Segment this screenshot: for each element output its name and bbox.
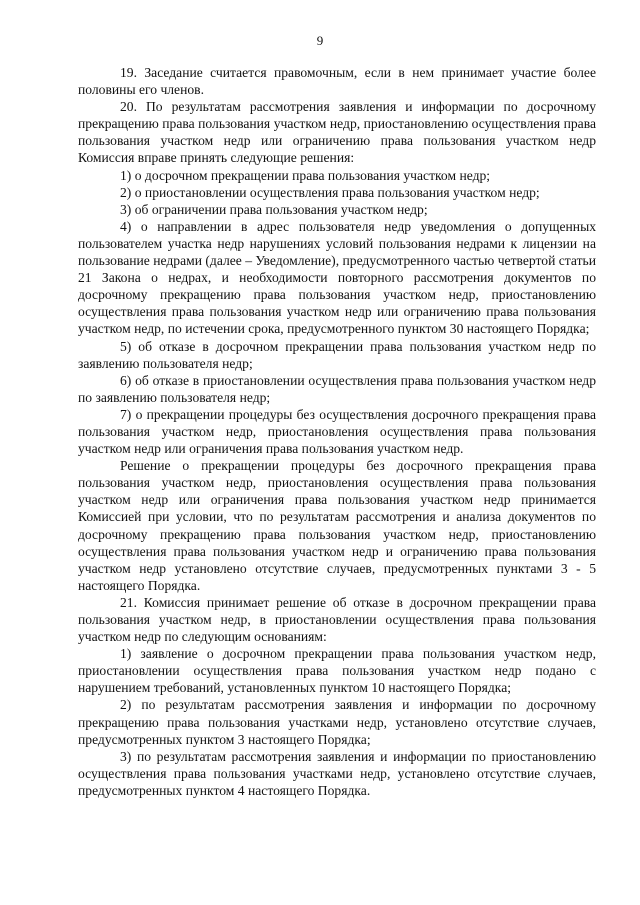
page-number: 9 [316, 33, 324, 48]
paragraph-20: 20. По результатам рассмотрения заявления и информации по досрочному прекращению права пользования участком недр, приостановлению осуществления права пользования участком недр или ограничению права пользования участком недр Комиссия вправе принять следующие решения: [78, 99, 596, 166]
list-item-21-1: 1) заявление о досрочном прекращении права пользования участком недр, приостановлении осуществления права пользования участком недр подано с нарушением требований, установленных пунктом 10 настоящего Порядка; [78, 646, 596, 696]
list-item-21-2: 2) по результатам рассмотрения заявления и информации по досрочному прекращению права пользования участками недр, установлено отсутствие случаев, предусмотренных пунктом 3 настоящего Порядка; [78, 697, 596, 747]
list-item-20-6: 6) об отказе в приостановлении осуществления права пользования участком недр по заявлению пользователя недр; [78, 372, 596, 405]
list-item-20-2: 2) о приостановлении осуществления права пользования участком недр; [120, 184, 540, 200]
list-item-20-4: 4) о направлении в адрес пользователя недр уведомления о допущенных пользователем участка недр нарушениях условий пользования недрами к лицензии на пользование недрами (далее – Уведомление), предусмотренного частью четвертой статьи 21 Закона о недрах, и необходимости повторного рассмотрения документов по досрочному прекращению права пользования участком недр, приостановлению осуществления права пользования участком недр или ограничению права пользования участком недр, по истечении срока, предусмотренного пунктом 30 настоящего Порядка; [78, 218, 596, 337]
paragraph-21: 21. Комиссия принимает решение об отказе в досрочном прекращении права пользования участком недр, в приостановлении осуществления права пользования участком недр по следующим основаниям: [78, 594, 596, 645]
list-item-20-5: 5) об отказе в досрочном прекращении права пользования участком недр по заявлению пользователя недр; [78, 338, 596, 371]
list-item-20-3: 3) об ограничении права пользования участком недр; [120, 201, 428, 217]
list-item-20-7: 7) о прекращении процедуры без осуществления досрочного прекращения права пользования участком недр, приостановления осуществления права пользования участком недр или ограничения права пользования участком недр. [78, 406, 596, 457]
paragraph-decision-conditions: Решение о прекращении процедуры без досрочного прекращения права пользования участком недр, приостановления осуществления права пользования участком недр или ограничения права пользования участком недр принимается Комиссией при условии, что по результатам рассмотрения и анализа документов по досрочному прекращению права пользования участком недр, приостановлению осуществления права пользования участком недр и ограничению права пользования участком недр установлено отсутствие случаев, предусмотренных пунктами 3 - 5 настоящего Порядка. [78, 458, 596, 593]
document-body [78, 64, 596, 799]
paragraph-19: 19. Заседание считается правомочным, если в нем принимает участие более половины его членов. [78, 65, 596, 98]
list-item-20-1: 1) о досрочном прекращении права пользования участком недр; [120, 167, 491, 183]
list-item-21-3: 3) по результатам рассмотрения заявления и информации по приостановлению осуществления права пользования участками недр, установлено отсутствие случаев, предусмотренных пунктом 4 настоящего Порядка. [78, 748, 596, 798]
